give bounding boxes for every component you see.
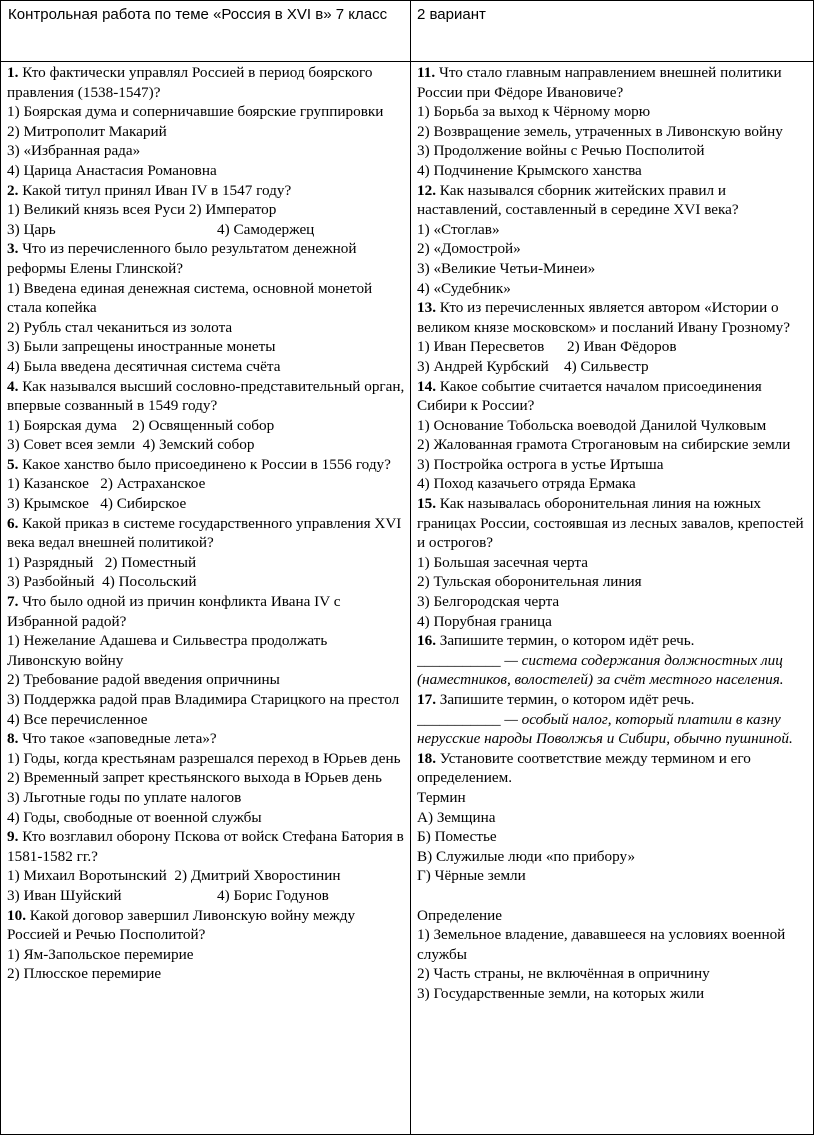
answer-blank: ___________ (417, 710, 501, 728)
option: 4) Все перечисленное (7, 710, 148, 728)
column-divider (410, 1, 411, 1134)
option: 1) Великий князь всея Руси 2) Император (7, 201, 277, 219)
definition: 3) Государственные земли, на которых жили (417, 984, 705, 1002)
option: 4) Порубная граница (417, 612, 552, 630)
right-column (417, 63, 809, 1004)
question-11: 11. Что стало главным направлением внешней политики России при Фёдоре Ивановиче? (417, 64, 782, 101)
option: 3) Совет всея земли 4) Земский собор (7, 436, 255, 454)
question-1: 1. Кто фактически управлял Россией в период боярского правления (1538-1547)? (7, 64, 373, 101)
answer-blank: ___________ (417, 651, 501, 669)
option: 1) Борьба за выход к Чёрному морю (417, 103, 651, 121)
option: 2) Временный запрет крестьянского выхода в Юрьев день (7, 769, 382, 787)
option: 1) Годы, когда крестьянам разрешался переход в Юрьев день (7, 749, 401, 767)
question-12: 12. Как назывался сборник житейских правил и наставлений, составленный в середине XVI века? (417, 181, 739, 219)
term: Г) Чёрные земли (417, 867, 526, 885)
option: 1) Разрядный 2) Поместный (7, 553, 197, 571)
option: 3) Разбойный 4) Посольский (7, 573, 197, 591)
question-4: 4. Как назывался высший сословно-представительный орган, впервые созванный в 1549 году? (7, 377, 405, 415)
option: 4) Самодержец (217, 220, 315, 238)
option: 4) Поход казачьего отряда Ермака (417, 475, 636, 493)
option: 2) Жалованная грамота Строгановым на сибирские земли (417, 436, 791, 454)
option: 1) «Стоглав» (417, 220, 500, 238)
question-9: 9. Кто возглавил оборону Пскова от войск Стефана Батория в 1581-1582 гг.? (7, 828, 404, 865)
option: 1) Большая засечная черта (417, 553, 588, 571)
definition: 1) Земельное владение, дававшееся на условиях военной службы (417, 926, 786, 963)
question-2: 2. Какой титул принял Иван IV в 1547 году? (7, 181, 292, 199)
option: 1) Боярская дума и соперничавшие боярские группировки (7, 103, 384, 121)
header-divider (1, 61, 813, 62)
definition-16: ___________ — система содержания должностных лиц (наместников, волостелей) за счёт местного населения. (417, 651, 784, 689)
definition-17: ___________ — особый налог, который платили в казну нерусские народы Поволжья и Сибири, обычно пушниной. (417, 710, 793, 748)
option: 2) «Домострой» (417, 240, 521, 258)
term: В) Служилые люди «по прибору» (417, 847, 636, 865)
option: 4) Борис Годунов (217, 886, 329, 904)
option: 3) Постройка острога в устье Иртыша (417, 455, 664, 473)
question-17: 17. Запишите термин, о котором идёт речь. (417, 691, 695, 708)
option: 3) «Великие Четьи-Минеи» (417, 259, 596, 277)
option: 1) Иван Пересветов 2) Иван Фёдоров (417, 338, 677, 356)
option: 2) Требование радой введения опричнины (7, 671, 280, 689)
option: 3) Царь (7, 220, 56, 238)
option: 1) Основание Тобольска воеводой Данилой Чулковым (417, 416, 767, 434)
option: 4) Годы, свободные от военной службы (7, 808, 262, 826)
option: 1) Казанское 2) Астраханское (7, 475, 206, 493)
option: 3) Были запрещены иностранные монеты (7, 338, 276, 356)
question-14: 14. Какое событие считается началом присоединения Сибири к России? (417, 377, 762, 415)
option: 1) Ям-Запольское перемирие (7, 945, 194, 963)
question-13: 13. Кто из перечисленных является автором «Истории о великом князе московском» и посланий Ивану Грозному? (417, 299, 790, 336)
option: 4) «Судебник» (417, 279, 511, 297)
option: 3) Андрей Курбский 4) Сильвестр (417, 357, 649, 375)
terms-label: Термин (417, 788, 466, 806)
option: 2) Рубль стал чеканиться из золота (7, 318, 233, 336)
question-18: 18. Установите соответствие между термином и его определением. (417, 749, 751, 787)
option: 1) Нежелание Адашева и Сильвестра продолжать Ливонскую войну (7, 632, 328, 669)
header-variant: 2 вариант (417, 6, 486, 23)
option: 2) Плюсское перемирие (7, 965, 162, 983)
question-10: 10. Какой договор завершил Ливонскую войну между Россией и Речью Посполитой? (7, 906, 356, 944)
option: 3) Поддержка радой прав Владимира Старицкого на престол (7, 691, 400, 708)
question-6: 6. Какой приказ в системе государственного управления XVI века ведал внешней политикой? (7, 514, 402, 552)
option: 2) Возвращение земель, утраченных в Ливонскую войну (417, 122, 783, 140)
question-15: 15. Как называлась оборонительная линия на южных границах России, состоявшая из лесных завалов, крепостей и острогов? (417, 495, 804, 552)
option: 3) «Избранная рада» (7, 142, 141, 160)
spacer (417, 886, 809, 906)
option: 3) Крымское 4) Сибирское (7, 495, 187, 513)
question-8: 8. Что такое «заповедные лета»? (7, 730, 217, 748)
definition: 2) Часть страны, не включённая в опричнину (417, 965, 710, 983)
option: 3) Льготные годы по уплате налогов (7, 788, 242, 806)
option: 1) Михаил Воротынский 2) Дмитрий Хворостинин (7, 867, 341, 885)
header-title: Контрольная работа по теме «Россия в XVI в» 7 класс (8, 6, 388, 23)
question-3: 3. Что из перечисленного было результатом денежной реформы Елены Глинской? (7, 240, 357, 277)
option: 2) Митрополит Макарий (7, 122, 167, 140)
term: Б) Поместье (417, 828, 497, 846)
option: 3) Иван Шуйский (7, 886, 122, 904)
question-5: 5. Какое ханство было присоединено к России в 1556 году? (7, 455, 391, 473)
option: 4) Подчинение Крымского ханства (417, 161, 642, 179)
option: 4) Царица Анастасия Романовна (7, 161, 217, 179)
definitions-label: Определение (417, 906, 503, 924)
term: А) Земщина (417, 808, 496, 826)
left-column (7, 63, 405, 984)
option-row (7, 886, 405, 906)
option-row (7, 220, 405, 240)
option: 3) Белгородская черта (417, 593, 560, 611)
option: 4) Была введена десятичная система счёта (7, 357, 281, 375)
option: 1) Боярская дума 2) Освященный собор (7, 416, 275, 434)
question-16: 16. Запишите термин, о котором идёт речь. (417, 632, 695, 650)
question-7: 7. Что было одной из причин конфликта Ивана IV с Избранной радой? (7, 593, 341, 630)
option: 2) Тульская оборонительная линия (417, 573, 642, 591)
option: 1) Введена единая денежная система, основной монетой стала копейка (7, 279, 373, 317)
option: 3) Продолжение войны с Речью Посполитой (417, 142, 705, 160)
